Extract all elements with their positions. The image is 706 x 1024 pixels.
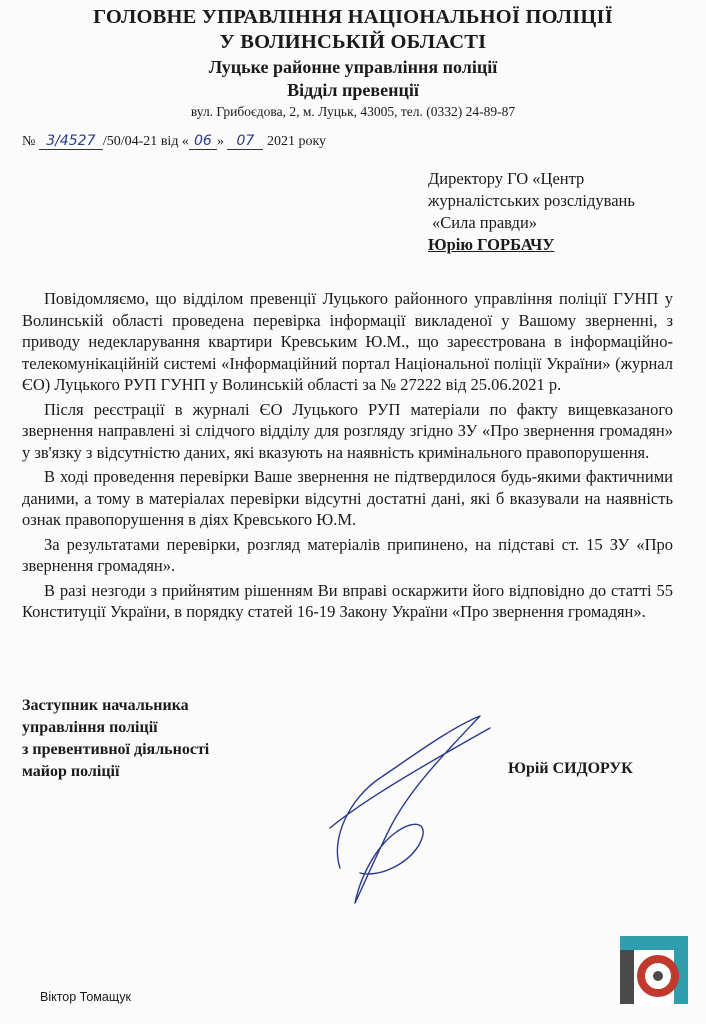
signatory-title-line-1: Заступник начальника (22, 697, 189, 714)
reference-quote-close: » (216, 134, 224, 149)
signer-name: Юрій СИДОРУК (508, 760, 633, 777)
header-line-2: У ВОЛИНСЬКІЙ ОБЛАСТІ (219, 31, 487, 53)
reference-month: 07 (227, 133, 263, 150)
reference-from-label: від « (160, 134, 189, 149)
signature-icon (300, 708, 500, 908)
reference-number-suffix: /50/04-21 (102, 134, 158, 149)
letter-body (22, 288, 673, 626)
header-line-4: Відділ превенції (287, 80, 419, 100)
addressee-line-3: «Сила правди» (432, 213, 538, 232)
signatory-rank: майор поліції (22, 763, 120, 780)
body-paragraph-2: Після реєстрації в журналі ЄО Луцького РУП матеріали по факту вищевказаного звернення направлені зі слідчого відділу для розгляду згідно ЗУ «Про звернення громадян» у зв'язку з відсутністю даних, які вказують на наявність кримінального правопорушення. (22, 399, 673, 462)
executor-name: Віктор Томащук (40, 990, 131, 1004)
publisher-logo-icon (620, 936, 688, 1004)
addressee-block (428, 168, 635, 256)
header-line-3: Луцьке районне управління поліції (208, 57, 498, 77)
reference-year: 2021 року (266, 134, 327, 149)
body-paragraph-1: Повідомляємо, що відділом превенції Луцького районного управління поліції ГУНП у Волинській області проведена перевірка інформації викладеної у Вашому зверненні, з приводу недекларування квартири Кревським Ю.М., що зареєстрована в інформаційно-телекомунікаційній системі «Інформаційний портал Національної поліції України» (журнал ЄО) Луцького РУП ГУНП у Волинській області за № 27222 від 25.06.2021 р. (22, 289, 673, 394)
signatory-title-line-2: управління поліції (22, 719, 158, 736)
header-line-1: ГОЛОВНЕ УПРАВЛІННЯ НАЦІОНАЛЬНОЇ ПОЛІЦІЇ (93, 6, 613, 28)
signatory-title-line-3: з превентивної діяльності (22, 741, 210, 758)
body-paragraph-5: В разі незгоди з прийнятим рішенням Ви вправі оскаржити його відповідно до статті 55 Конституції України, в порядку статей 16-19 Закону України «Про звернення громадян». (22, 580, 673, 621)
reference-day: 06 (189, 133, 217, 150)
reference-no-label: № (22, 134, 36, 149)
header-address: вул. Грибоєдова, 2, м. Луцьк, 43005, тел. (0332) 24-89-87 (190, 104, 516, 119)
addressee-line-2: журналістських розслідувань (428, 191, 635, 210)
addressee-line-1: Директору ГО «Центр (428, 169, 585, 188)
body-paragraph-3: В ході проведення перевірки Ваше звернення не підтвердилося будь-якими фактичними даними, а тому в матеріалах перевірки відсутні достатні дані, які б вказували на наявність ознак правопорушення в діях Кревського Ю.М. (22, 467, 673, 529)
body-paragraph-4: За результатами перевірки, розгляд матеріалів припинено, на підставі ст. 15 ЗУ «Про звернення громадян». (22, 534, 673, 575)
reference-line (22, 133, 326, 150)
addressee-name: Юрію ГОРБАЧУ (428, 235, 555, 254)
signatory-title-block (22, 695, 209, 783)
reference-number: 3/4527 (39, 133, 103, 150)
